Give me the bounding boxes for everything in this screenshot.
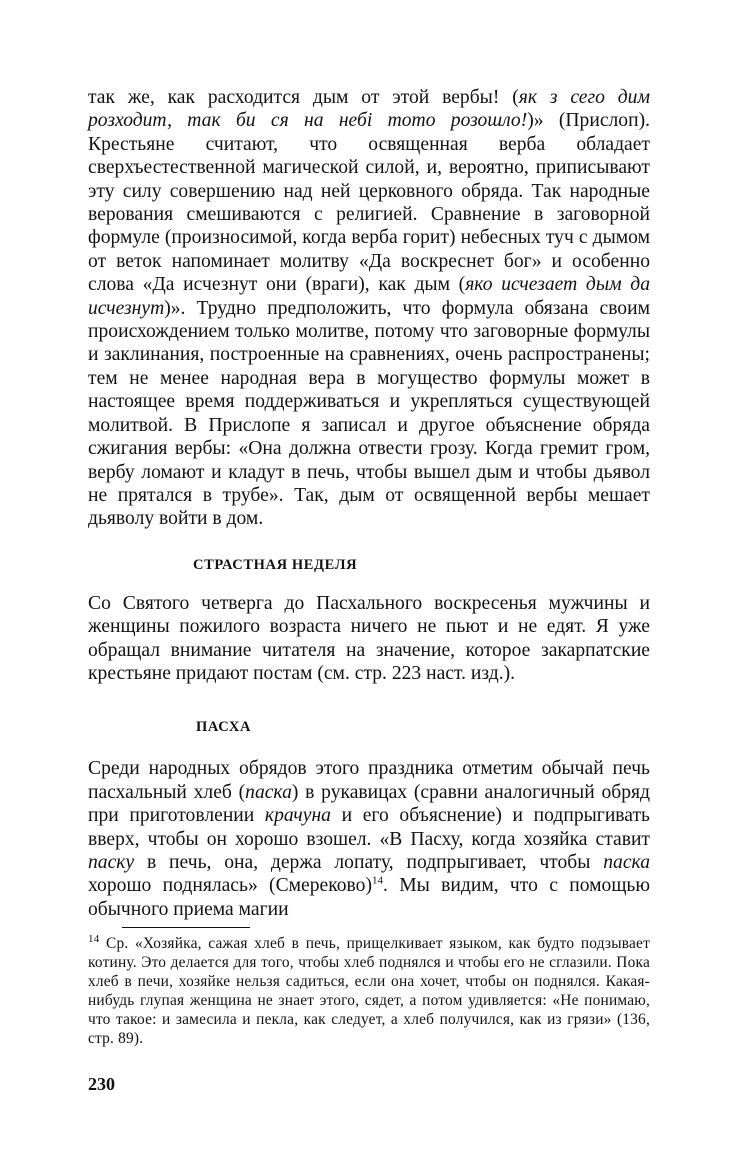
- text-run: Среди народных обрядов этого праздника отметим обычай печь пасхальный хлеб (: [88, 758, 650, 803]
- page-body: [88, 86, 650, 1095]
- section-heading-passion-week: СТРАСТНАЯ НЕДЕЛЯ: [193, 556, 358, 573]
- paragraph-easter: [88, 757, 650, 921]
- footnote-divider: [122, 927, 250, 928]
- text-run: так же, как расходится дым от этой вербы! (: [88, 87, 519, 108]
- text-run: )» (Прислоп). Крестьяне считают, что освященная верба обладает сверхъестественной магической силой, и, вероятно, приписывают эту силу совершению над ней церковного обряда. Так народные верования смешиваются с религией. Сравнение в заговорной формуле (произносимой, когда верба горит) небесных туч с дымом от веток напоминает молитву «Да воскреснет бог» и особенно слова «Да исчезнут они (враги), как дым (: [88, 110, 651, 296]
- text-run: в печь, она, держа лопату, подпрыгивает, чтобы: [134, 851, 604, 873]
- footnote-text: Ср. «Хозяйка, сажая хлеб в печь, прищелкивает языком, как будто подзывает котину. Это делается для того, чтобы хлеб поднялся и чтобы его не сглазили. Пока хлеб в печи, хозяйке нельзя садиться, если она хочет, чтобы он поднялся. Какая-нибудь глупая женщина не знает этого, сядет, а потом удивляется: «Не понимаю, что такое: и замесила и пекла, как следует, а хлеб получился, как из грязи» (136, стр. 89).: [88, 935, 650, 1048]
- italic-run: паска: [603, 851, 650, 873]
- italic-run: паску: [88, 851, 135, 873]
- italic-run: яко исчезает дым да исчезнут: [88, 274, 650, 319]
- italic-run: паска: [245, 781, 292, 803]
- paragraph-verba: [88, 86, 650, 531]
- italic-run: крачуна: [264, 805, 331, 827]
- footnote-number: 14: [88, 933, 100, 946]
- text-run: . Мы видим, что с помощью обычного приема магии: [88, 875, 650, 920]
- text-run: и его объяснение) и подпрыгивать вверх, чтобы он хорошо взошел. «В Пасху, когда хозяйка ставит: [88, 805, 650, 850]
- page-number: 230: [88, 1074, 115, 1095]
- paragraph-passion-week: Со Святого четверга до Пасхального воскресенья мужчины и женщины пожилого возраста ничего не пьют и не едят. Я уже обращал внимание читателя на значение, которое закарпатские крестьяне придают постам (см. стр. 223 наст. изд.).: [88, 592, 650, 684]
- section-heading-easter: ПАСХА: [196, 719, 252, 736]
- text-run: ) в рукавицах (сравни аналогичный обряд при приготовлении: [88, 781, 650, 827]
- text-run: хорошо поднялась» (Смереково): [88, 875, 372, 897]
- text-run: )». Трудно предположить, что формула обязана своим происхождением только молитве, потому что заговорные формулы и заклинания, построенные на сравнениях, очень распространены; тем не менее народная вера в могущество формулы может в настоящее время поддерживаться и укрепляться существующей молитвой. В Прислопе я записал и другое объяснение обряда сжигания вербы: «Она должна отвести грозу. Когда гремит гром, вербу ломают и кладут в печь, чтобы вышел дым и чтобы дьявол не прятался в трубе». Так, дым от освященной вербы мешает дьяволу войти в дом.: [88, 297, 650, 530]
- footnote-14: [88, 934, 650, 1048]
- footnote-ref: 14: [372, 874, 383, 887]
- italic-run: як з сего дим розходит, так би ся на небі тото розошло!: [88, 87, 650, 132]
